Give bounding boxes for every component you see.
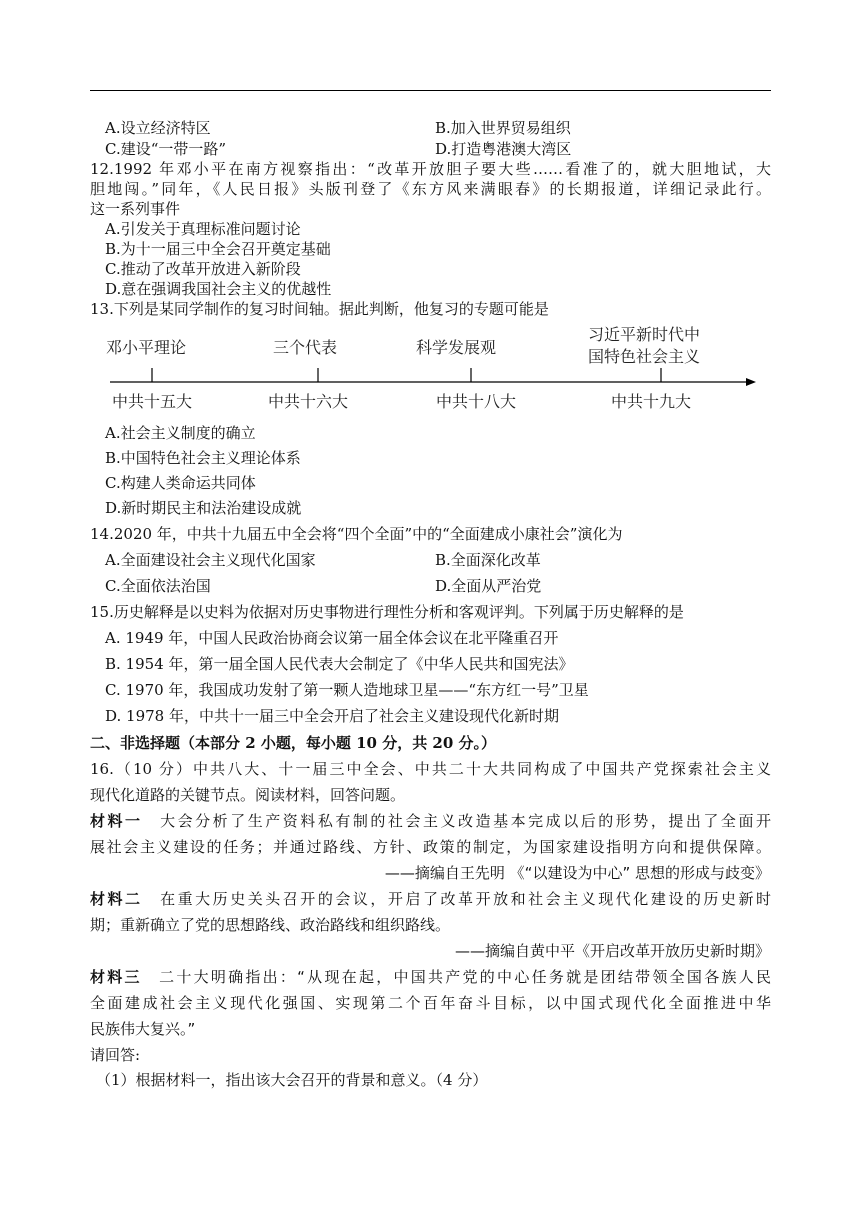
q12-option-c[interactable]: C.推动了改革开放进入新阶段 xyxy=(105,260,301,278)
timeline-top-label: 科学发展观 xyxy=(416,338,497,357)
timeline-top-label: 习近平新时代中 xyxy=(588,325,701,344)
q15-option-a[interactable]: A. 1949 年，中国人民政治协商会议第一届全体会议在北平隆重召开 xyxy=(105,629,559,647)
material3-text: 二十大明确指出：“从现在起，中国共产党的中心任务就是团结带领全国各族人民 xyxy=(159,968,771,986)
material3-line1 xyxy=(90,967,771,987)
q16-stem-line2: 现代化道路的关键节点。阅读材料，回答问题。 xyxy=(90,786,406,804)
review-timeline xyxy=(90,320,771,420)
q12-option-b[interactable]: B.为十一届三中全会召开奠定基础 xyxy=(105,240,331,258)
timeline-arrow-icon xyxy=(746,378,756,386)
material3-line3: 民族伟大复兴。” xyxy=(90,1020,196,1038)
material1-text: 大会分析了生产资料私有制的社会主义改造基本完成以后的形势，提出了全面开 xyxy=(160,812,771,830)
material1-line1 xyxy=(90,811,771,831)
q12-stem-line1: 12.1992 年邓小平在南方视察指出：“改革开放胆子要大些……看准了的，就大胆地试，大 xyxy=(90,160,771,178)
timeline-top-label: 邓小平理论 xyxy=(106,338,187,357)
timeline-bottom-label: 中共十六大 xyxy=(268,392,349,411)
timeline-top-label: 三个代表 xyxy=(273,338,338,357)
material3-label: 材料三 xyxy=(90,968,142,986)
material2-label: 材料二 xyxy=(90,890,143,908)
q13-option-c[interactable]: C.构建人类命运共同体 xyxy=(105,474,256,492)
q15-option-c[interactable]: C. 1970 年，我国成功发射了第一颗人造地球卫星——“东方红一号”卫星 xyxy=(105,681,589,699)
timeline-bottom-label: 中共十五大 xyxy=(112,392,193,411)
q11-option-b[interactable]: B.加入世界贸易组织 xyxy=(435,119,571,137)
section2-heading: 二、非选择题（本部分 2 小题，每小题 10 分，共 20 分。） xyxy=(90,734,497,752)
q14-option-d[interactable]: D.全面从严治党 xyxy=(435,577,542,595)
q13-option-b[interactable]: B.中国特色社会主义理论体系 xyxy=(105,449,301,467)
q11-option-c[interactable]: C.建设“一带一路” xyxy=(105,140,227,158)
answer-prompt: 请回答: xyxy=(90,1046,141,1064)
material1-source: ——摘编自王先明 《“以建设为中心” 思想的形成与歧变》 xyxy=(384,864,770,882)
q14-option-c[interactable]: C.全面依法治国 xyxy=(105,577,211,595)
timeline-bottom-label: 中共十九大 xyxy=(611,392,692,411)
timeline-top-label: 国特色社会主义 xyxy=(588,347,701,366)
material2-source: ——摘编自黄中平《开启改革开放历史新时期》 xyxy=(454,942,770,960)
q15-option-d[interactable]: D. 1978 年，中共十一届三中全会开启了社会主义建设现代化新时期 xyxy=(105,707,559,725)
material3-line2: 全面建成社会主义现代化强国、实现第二个百年奋斗目标，以中国式现代化全面推进中华 xyxy=(90,994,771,1012)
header-rule xyxy=(90,90,771,91)
material2-text: 在重大历史关头召开的会议，开启了改革开放和社会主义现代化建设的历史新时 xyxy=(160,890,771,908)
q14-option-a[interactable]: A.全面建设社会主义现代化国家 xyxy=(105,551,316,569)
material1-line2: 展社会主义建设的任务；并通过路线、方针、政策的制定，为国家建设指明方向和提供保障。 xyxy=(90,838,771,856)
q14-stem: 14.2020 年，中共十九届五中全会将“四个全面”中的“全面建成小康社会”演化为 xyxy=(90,525,623,543)
q12-stem-line3: 这一系列事件 xyxy=(90,200,181,218)
q16-subquestion-1: （1）根据材料一，指出该大会召开的背景和意义。（4 分） xyxy=(96,1071,488,1089)
q12-option-a[interactable]: A.引发关于真理标准问题讨论 xyxy=(105,220,301,238)
q15-option-b[interactable]: B. 1954 年，第一届全国人民代表大会制定了《中华人民共和国宪法》 xyxy=(105,655,574,673)
q14-option-b[interactable]: B.全面深化改革 xyxy=(435,551,541,569)
material2-line1 xyxy=(90,889,771,909)
q15-stem: 15.历史解释是以史料为依据对历史事物进行理性分析和客观评判。下列属于历史解释的是 xyxy=(90,603,684,621)
q11-option-a[interactable]: A.设立经济特区 xyxy=(105,119,211,137)
q16-stem-line1: 16.（10 分）中共八大、十一届三中全会、中共二十大共同构成了中国共产党探索社会主义 xyxy=(90,760,771,778)
material2-line2: 期；重新确立了党的思想路线、政治路线和组织路线。 xyxy=(90,916,451,934)
q11-option-d[interactable]: D.打造粤港澳大湾区 xyxy=(435,140,572,158)
timeline-bottom-label: 中共十八大 xyxy=(436,392,517,411)
q13-stem: 13.下列是某同学制作的复习时间轴。据此判断，他复习的专题可能是 xyxy=(90,300,549,318)
q13-option-a[interactable]: A.社会主义制度的确立 xyxy=(105,424,256,442)
material1-label: 材料一 xyxy=(90,812,143,830)
q12-option-d[interactable]: D.意在强调我国社会主义的优越性 xyxy=(105,280,332,298)
q12-stem-line2: 胆地闯。”同年，《人民日报》头版刊登了《东方风来满眼春》的长期报道，详细记录此行。 xyxy=(90,180,771,198)
q13-option-d[interactable]: D.新时期民主和法治建设成就 xyxy=(105,499,302,517)
